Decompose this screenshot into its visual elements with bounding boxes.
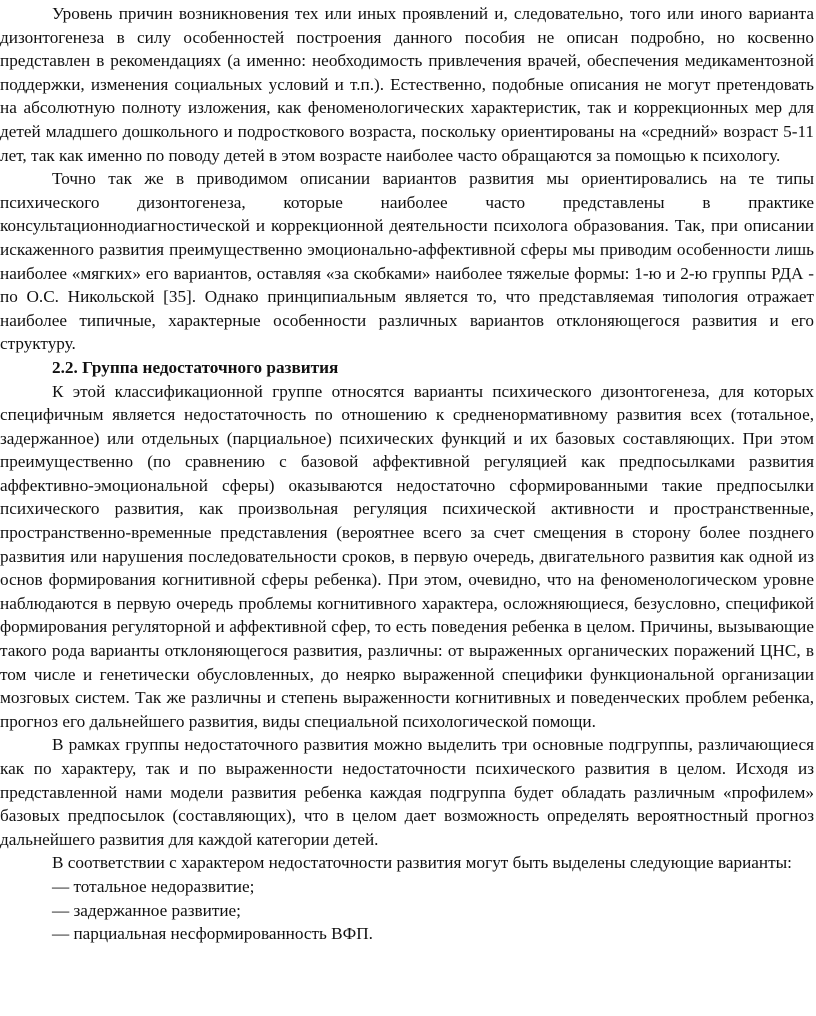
list-item-total: — тотальное недоразвитие; bbox=[52, 876, 255, 896]
section-heading: 2.2. Группа недостаточного развития bbox=[52, 357, 339, 377]
document-content bbox=[0, 2, 814, 946]
paragraph-typology: Точно так же в приводимом описании вариантов развития мы ориентировались на те типы психического дизонтогенеза, которые наиболее часто представлены в практике консультационнодиагностической и коррекционной деятельности психолога образования. Так, при описании искаженного развития преимущественно эмоционально-аффективной сферы мы приводим особенности лишь наиболее «мягких» его вариантов, оставляя «за скобками» наиболее тяжелые формы: 1-ю и 2-ю группы РДА - по О.С. Никольской [35]. Однако принципиальным является то, что представляемая типология отражает наиболее типичные, характерные особенности различных вариантов отклоняющегося развития и его структуру. bbox=[0, 169, 814, 354]
list-item-delayed: — задержанное развитие; bbox=[52, 900, 241, 920]
paragraph-variants-intro: В соответствии с характером недостаточности развития могут быть выделены следующие варианты: bbox=[52, 853, 792, 873]
paragraph-causes: Уровень причин возникновения тех или иных проявлений и, следовательно, того или иного варианта дизонтогенеза в силу особенностей построения данного пособия не описан подробно, но косвенно представлен в рекомендациях (а именно: необходимость привлечения врачей, обеспечения медикаментозной поддержки, изменения социальных условий и т.п.). Естественно, подобные описания не могут претендовать на абсолютную полноту изложения, как феноменологических характеристик, так и коррекционных мер для детей младшего дошкольного и подросткового возраста, поскольку ориентированы на «средний» возраст 5-11 лет, так как именно по поводу детей в этом возрасте наиболее часто обращаются за помощью к психологу. bbox=[0, 4, 814, 165]
paragraph-group-description: К этой классификационной группе относятся варианты психического дизонтогенеза, для которых специфичным является недостаточность по отношению к средненормативному развития всех (тотальное, задержанное) или отдельных (парциальное) психических функций и их базовых составляющих. При этом преимущественно (по сравнению с базовой аффективной регуляцией как предпосылками развития аффективно-эмоциональной сферы) оказываются недостаточно сформированными такие предпосылки психического развития, как произвольная регуляция психической активности и пространственные, пространственно-временные представления (вероятнее всего за счет смещения в сторону более позднего развития или нарушения последовательности сроков, в первую очередь, двигательного развития как одной из основ формирования когнитивной сферы ребенка). При этом, очевидно, что на феноменологическом уровне наблюдаются в первую очередь проблемы когнитивного характера, осложняющиеся, безусловно, спецификой формирования регуляторной и аффективной сфер, то есть поведения ребенка в целом. Причины, вызывающие такого рода варианты отклоняющегося развития, различны: от выраженных органических поражений ЦНС, в том числе и генетически обусловленных, до неярко выраженной специфики функциональной организации мозговых систем. Так же различны и степень выраженности когнитивных и поведенческих проблем ребенка, прогноз его дальнейшего развития, виды специальной психологической помощи. bbox=[0, 381, 814, 731]
paragraph-subgroups: В рамках группы недостаточного развития можно выделить три основные подгруппы, различающиеся как по характеру, так и по выраженности недостаточности психического развития в целом. Исходя из представленной нами модели развития ребенка каждая подгруппа будет обладать различным «профилем» базовых предпосылок (составляющих), что в целом дает возможность определять вероятностный прогноз дальнейшего развития для каждой категории детей. bbox=[0, 735, 814, 849]
list-item-partial: — парциальная несформированность ВФП. bbox=[52, 924, 373, 944]
